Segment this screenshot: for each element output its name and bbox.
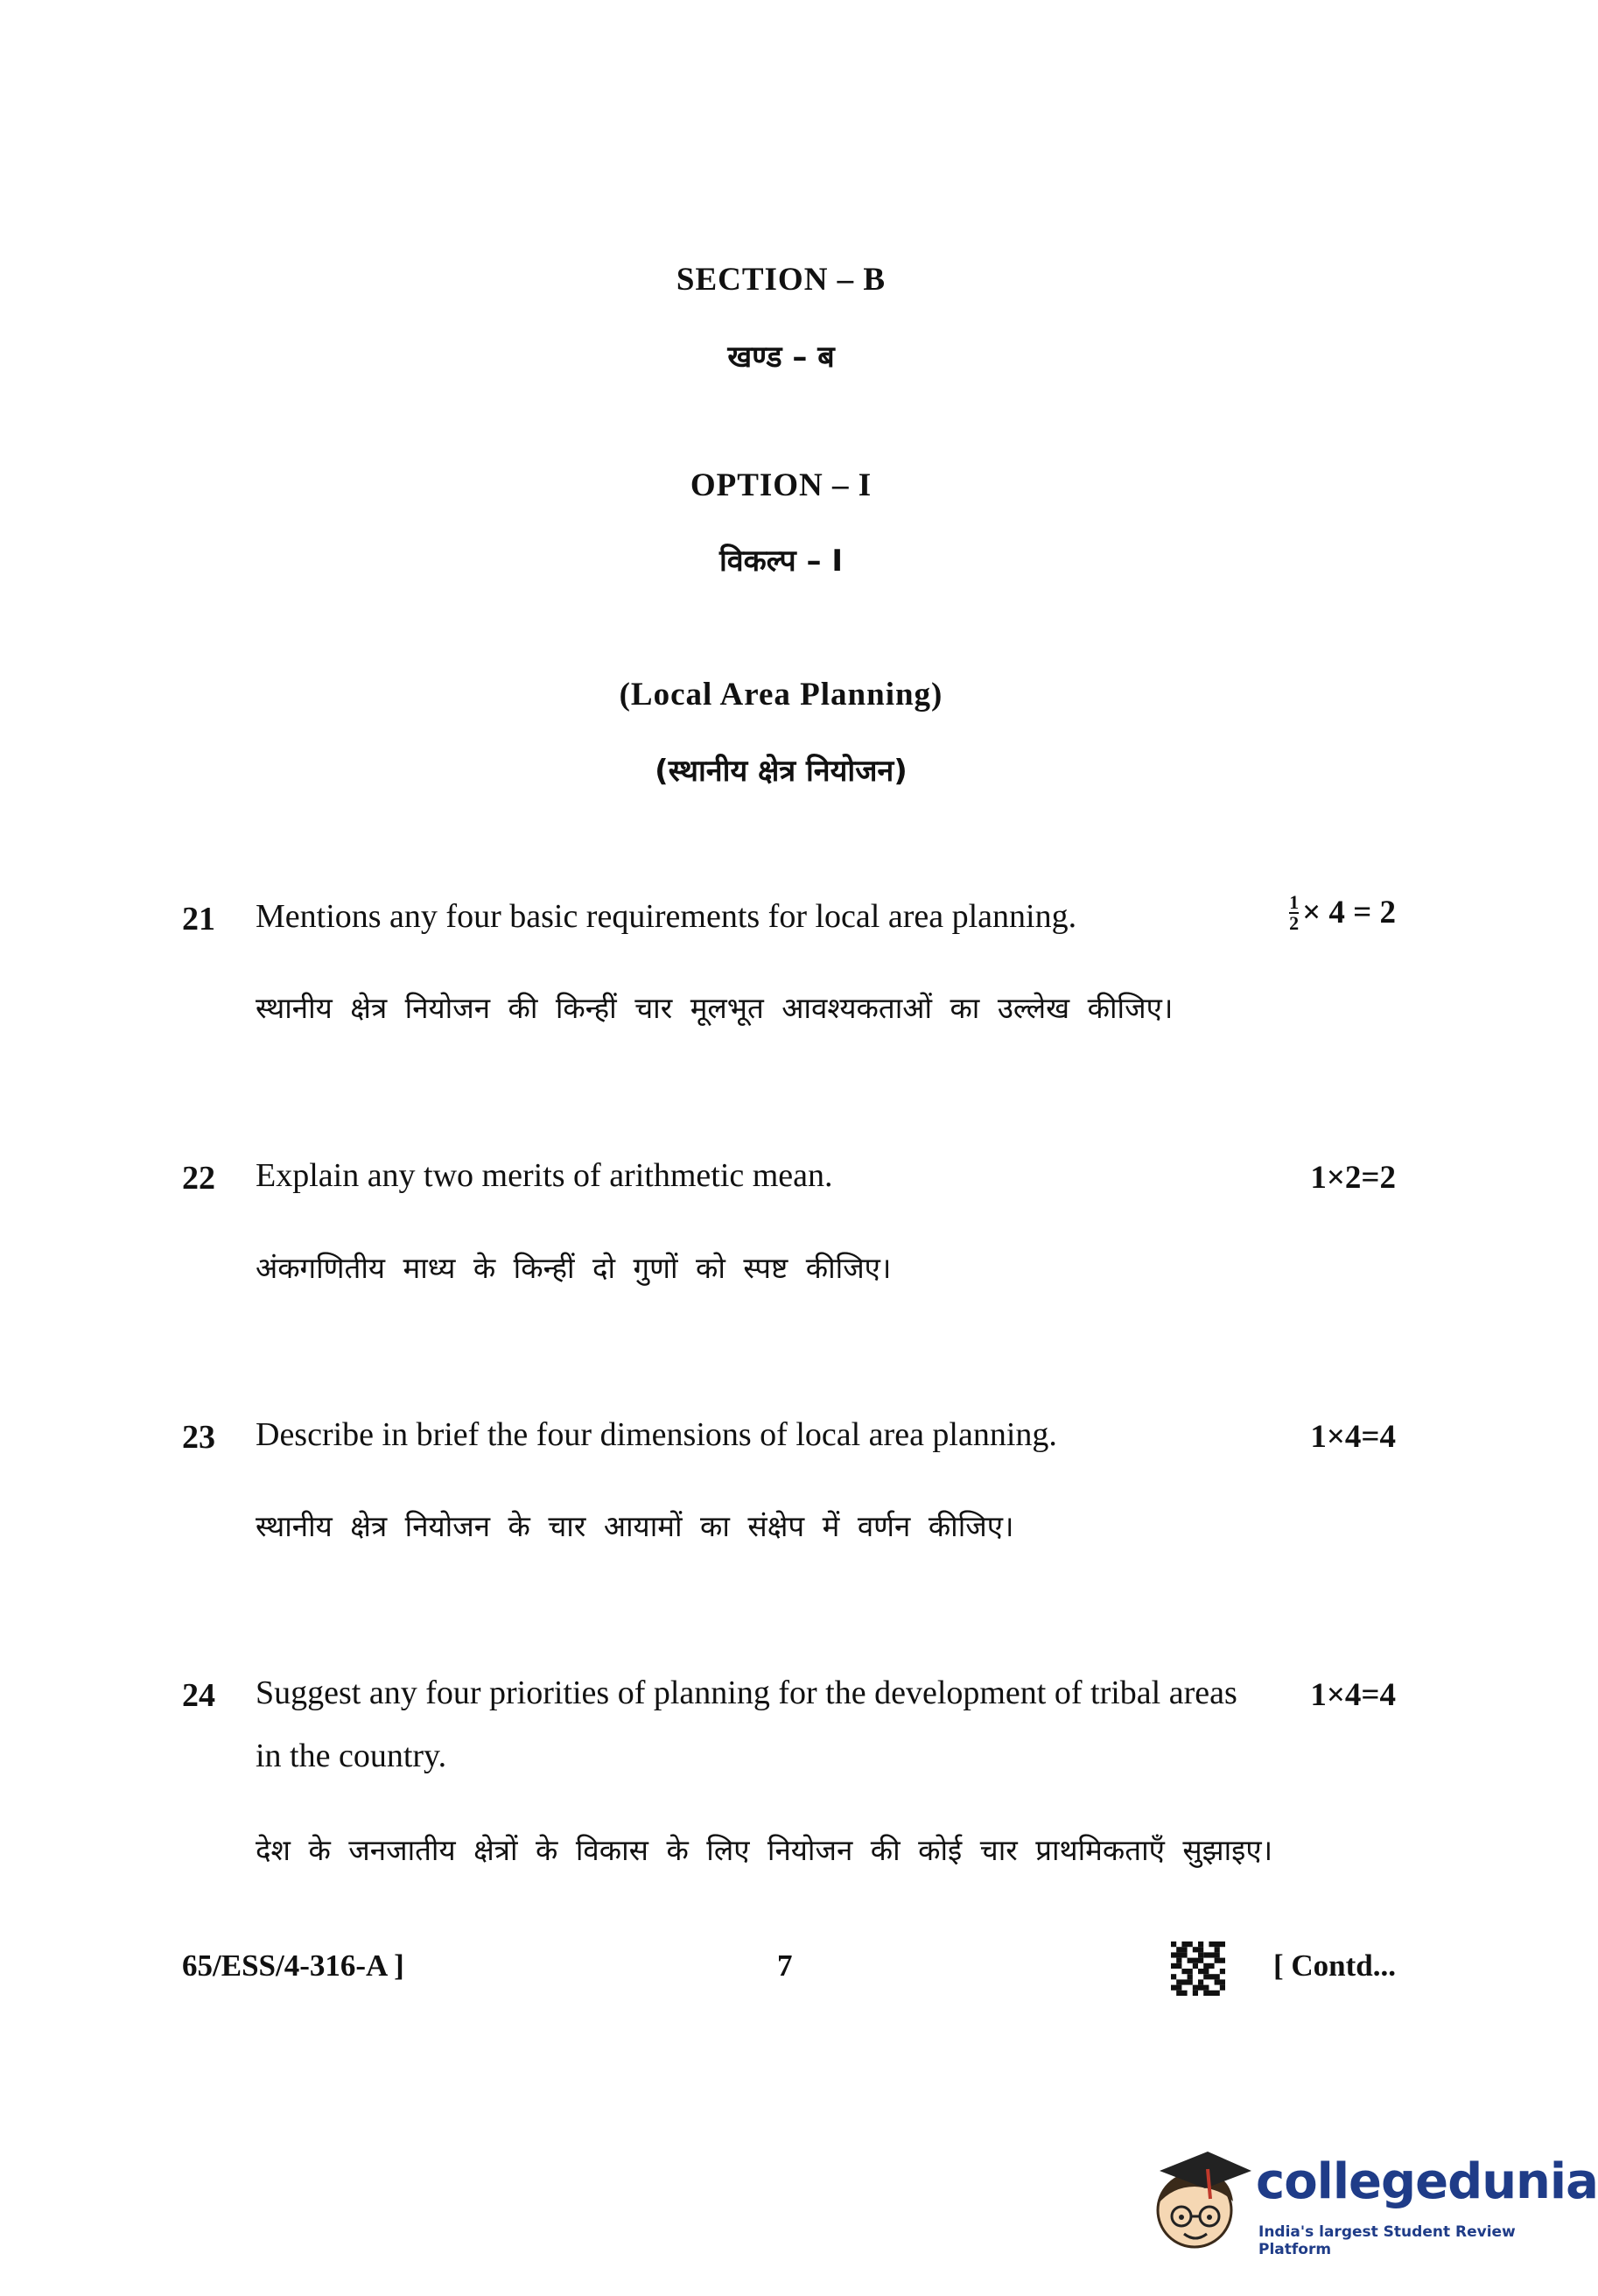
- question-text-hindi: देश के जनजातीय क्षेत्रों के विकास के लिए नियोजन की कोई चार प्राथमिकताएँ सुझाइए।: [256, 1833, 1273, 1867]
- question-text-hindi: अंकगणितीय माध्य के किन्हीं दो गुणों को स्पष्ट कीजिए।: [256, 1251, 892, 1285]
- qr-code-icon: [1171, 1941, 1225, 1996]
- section-title: SECTION – B: [676, 262, 887, 298]
- question-number: 23: [182, 1419, 215, 1456]
- student-mascot-icon: [1142, 2136, 1256, 2267]
- option-title: OPTION – I: [690, 467, 873, 503]
- question-text-hindi: स्थानीय क्षेत्र नियोजन के चार आयामों का संक्षेप में वर्णन कीजिए।: [256, 1509, 1014, 1543]
- logo-tagline: India's largest Student Review Platform: [1258, 2223, 1516, 2258]
- question-number: 24: [182, 1677, 215, 1714]
- section-title-hindi: खण्ड – ब: [727, 340, 835, 375]
- question-marks: $\frac{1}{2}$ × 4 = 2: [1289, 890, 1396, 934]
- continued-label: [ Contd...: [1272, 1948, 1396, 1983]
- question-text: Mentions any four basic requirements for local area planning.: [256, 898, 1077, 935]
- question-marks: 1×2=2: [1310, 1160, 1396, 1196]
- page-number: 7: [777, 1948, 793, 1983]
- question-text: Explain any two merits of arithmetic mean.: [256, 1157, 833, 1194]
- topic-title-hindi: (स्थानीय क्षेत्र नियोजन): [655, 754, 908, 789]
- option-title-hindi: विकल्प – I: [718, 544, 844, 579]
- marks-fraction: $\frac{1}{2}$: [1289, 890, 1300, 934]
- question-number: 21: [182, 901, 215, 937]
- collegedunia-logo: [1142, 2136, 1598, 2267]
- question-marks: 1×4=4: [1310, 1677, 1396, 1713]
- question-number: 22: [182, 1160, 215, 1197]
- paper-code: 65/ESS/4-316-A ]: [182, 1948, 404, 1983]
- question-text: Describe in brief the four dimensions of local area planning.: [256, 1416, 1057, 1453]
- logo-wordmark: collegedunia: [1256, 2153, 1598, 2210]
- topic-title: (Local Area Planning): [619, 677, 943, 713]
- question-text-hindi: स्थानीय क्षेत्र नियोजन की किन्हीं चार मूलभूत आवश्यकताओं का उल्लेख कीजिए।: [256, 991, 1174, 1025]
- question-marks: 1×4=4: [1310, 1419, 1396, 1455]
- question-text: Suggest any four priorities of planning for the development of tribal areas in the country.: [256, 1675, 1237, 1774]
